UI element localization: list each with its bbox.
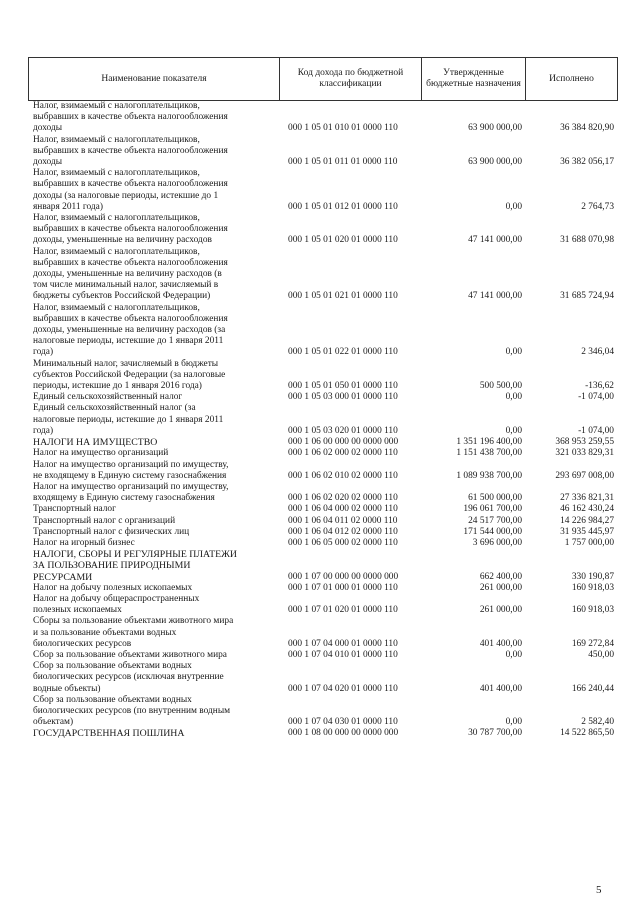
row-name: Единый сельскохозяйственный налог xyxy=(33,392,183,403)
row-name: Единый сельскохозяйственный налог (за налоговые периоды, истекшие до 1 января 2011 года) xyxy=(33,403,224,436)
row-plan: 63 900 000,00 xyxy=(468,123,522,134)
row-name: Сбор за пользование объектами водных биологических ресурсов (исключая внутренние водные объекты) xyxy=(33,661,224,694)
row-code: 000 1 06 02 010 02 0000 110 xyxy=(288,470,398,481)
row-name: Налог, взимаемый с налогоплательщиков, выбравших в качестве объекта налогообложения доходы xyxy=(33,101,228,134)
row-exec: 27 336 821,31 xyxy=(560,493,614,504)
table-row xyxy=(28,247,618,303)
row-name: Транспортный налог с физических лиц xyxy=(33,526,190,537)
row-name: Налог, взимаемый с налогоплательщиков, выбравших в качестве объекта налогообложения доходы, уменьшенные на величину расходов xyxy=(33,213,228,246)
row-plan: 1 089 938 700,00 xyxy=(456,470,522,481)
row-exec: 36 382 056,17 xyxy=(560,157,614,168)
row-name: Налог на имущество организаций по имуществу, входящему в Единую систему газоснабжения xyxy=(33,481,229,504)
row-code: 000 1 05 01 022 01 0000 110 xyxy=(288,347,398,358)
table-row xyxy=(28,135,618,169)
row-exec: 2 582,40 xyxy=(581,717,614,728)
table-row xyxy=(28,549,618,583)
row-exec: -1 074,00 xyxy=(578,392,614,403)
row-plan: 1 151 438 700,00 xyxy=(456,448,522,459)
row-code: 000 1 05 01 050 01 0000 110 xyxy=(288,381,398,392)
row-name: Сбор за пользование объектами водных биологических ресурсов (по внутренним водным объектам) xyxy=(33,694,231,728)
row-exec: 160 918,03 xyxy=(571,605,614,616)
row-code: 000 1 05 01 011 01 0000 110 xyxy=(288,157,398,168)
row-code: 000 1 06 04 011 02 0000 110 xyxy=(288,515,398,526)
row-exec: 36 384 820,90 xyxy=(560,123,614,134)
row-plan: 3 696 000,00 xyxy=(472,537,522,548)
row-plan: 261 000,00 xyxy=(479,582,522,593)
row-plan: 0,00 xyxy=(505,201,522,212)
table-row xyxy=(28,650,618,661)
row-exec: 330 190,87 xyxy=(571,571,614,582)
row-code: 000 1 05 01 020 01 0000 110 xyxy=(288,235,398,246)
row-code: 000 1 05 03 020 01 0000 110 xyxy=(288,425,398,436)
row-code: 000 1 07 04 030 01 0000 110 xyxy=(288,717,398,728)
header-plan: Утвержденные бюджетные назначения xyxy=(421,58,525,100)
table-row xyxy=(28,504,618,515)
row-plan: 24 517 700,00 xyxy=(468,515,522,526)
row-plan: 0,00 xyxy=(505,425,522,436)
table-row xyxy=(28,448,618,459)
row-plan: 0,00 xyxy=(505,649,522,660)
row-plan: 261 000,00 xyxy=(479,605,522,616)
row-name: Транспортный налог xyxy=(33,504,116,515)
row-name: Налог, взимаемый с налогоплательщиков, выбравших в качестве объекта налогообложения доходы, уменьшенные на величину расходов (в том числе минимальный налог, зачисляемый в бюджеты субъектов Российской Федерации) xyxy=(33,246,228,302)
row-plan: 500 500,00 xyxy=(479,381,522,392)
row-exec: 321 033 829,31 xyxy=(555,448,614,459)
row-name: Налог, взимаемый с налогоплательщиков, выбравших в качестве объекта налогообложения доходы (за налоговые периоды, истекшие до 1 января 2011 года) xyxy=(33,168,228,212)
row-plan: 196 061 700,00 xyxy=(463,504,522,515)
page-number: 5 xyxy=(596,884,602,896)
table-row xyxy=(28,213,618,247)
table-row xyxy=(28,527,618,538)
header-name: Наименование показателя xyxy=(101,73,207,84)
row-exec: 31 935 445,97 xyxy=(560,526,614,537)
row-code: 000 1 07 04 020 01 0000 110 xyxy=(288,683,398,694)
row-name: ГОСУДАРСТВЕННАЯ ПОШЛИНА xyxy=(33,728,185,740)
row-name: Налог на имущество организаций xyxy=(33,448,169,459)
row-plan: 0,00 xyxy=(505,717,522,728)
row-exec: 169 272,84 xyxy=(571,638,614,649)
row-plan: 0,00 xyxy=(505,347,522,358)
row-exec: 46 162 430,24 xyxy=(560,504,614,515)
row-code: 000 1 06 04 012 02 0000 110 xyxy=(288,526,398,537)
row-exec: -1 074,00 xyxy=(578,425,614,436)
row-exec: 1 757 000,00 xyxy=(564,537,614,548)
table-row xyxy=(28,516,618,527)
row-name: Налог на игорный бизнес xyxy=(33,537,135,548)
row-code: 000 1 05 03 000 01 0000 110 xyxy=(288,392,398,403)
row-exec: 31 685 724,94 xyxy=(560,291,614,302)
row-code: 000 1 05 01 012 01 0000 110 xyxy=(288,201,398,212)
row-code: 000 1 05 01 010 01 0000 110 xyxy=(288,123,398,134)
row-name: НАЛОГИ НА ИМУЩЕСТВО xyxy=(33,437,158,449)
header-code: Код дохода по бюджетной классификации xyxy=(279,58,421,100)
row-code: 000 1 07 01 020 01 0000 110 xyxy=(288,605,398,616)
row-code: 000 1 06 05 000 02 0000 110 xyxy=(288,537,398,548)
table-row xyxy=(28,594,618,616)
table-header xyxy=(28,57,618,101)
table-row xyxy=(28,168,618,213)
header-exec: Исполнено xyxy=(525,58,617,100)
row-code: 000 1 07 04 000 01 0000 110 xyxy=(288,638,398,649)
row-code: 000 1 06 02 020 02 0000 110 xyxy=(288,493,398,504)
row-code: 000 1 07 04 010 01 0000 110 xyxy=(288,649,398,660)
row-exec: 450,00 xyxy=(588,649,614,660)
row-plan: 63 900 000,00 xyxy=(468,157,522,168)
row-exec: 31 688 070,98 xyxy=(560,235,614,246)
table-row xyxy=(28,695,618,729)
row-exec: 160 918,03 xyxy=(571,582,614,593)
row-exec: 2 764,73 xyxy=(581,201,614,212)
row-code: 000 1 06 02 000 02 0000 110 xyxy=(288,448,398,459)
row-plan: 0,00 xyxy=(505,392,522,403)
row-plan: 47 141 000,00 xyxy=(468,291,522,302)
row-code: 000 1 06 04 000 02 0000 110 xyxy=(288,504,398,515)
table-row xyxy=(28,403,618,437)
row-plan: 401 400,00 xyxy=(479,638,522,649)
table-row xyxy=(28,583,618,594)
row-name: Сборы за пользование объектами животного мира и за пользование объектами водных биологических ресурсов xyxy=(33,616,234,649)
table-row xyxy=(28,616,618,650)
row-code: 000 1 05 01 021 01 0000 110 xyxy=(288,291,398,302)
row-exec: 166 240,44 xyxy=(571,683,614,694)
table-row xyxy=(28,482,618,504)
row-code: 000 1 07 01 000 01 0000 110 xyxy=(288,582,398,593)
row-exec: 2 346,04 xyxy=(581,347,614,358)
row-exec: 293 697 008,00 xyxy=(555,470,614,481)
table-row xyxy=(28,392,618,403)
row-name: Налог на добычу общераспространенных полезных ископаемых xyxy=(33,593,200,616)
row-name: Сбор за пользование объектами животного мира xyxy=(33,649,227,660)
row-plan: 662 400,00 xyxy=(479,571,522,582)
table-row xyxy=(28,359,618,393)
row-name: Налог, взимаемый с налогоплательщиков, выбравших в качестве объекта налогообложения доходы xyxy=(33,134,228,168)
row-plan: 171 544 000,00 xyxy=(463,526,522,537)
row-plan: 401 400,00 xyxy=(479,683,522,694)
row-name: Налог на добычу полезных ископаемых xyxy=(33,582,193,593)
row-name: НАЛОГИ, СБОРЫ И РЕГУЛЯРНЫЕ ПЛАТЕЖИ ЗА ПОЛЬЗОВАНИЕ ПРИРОДНЫМИ РЕСУРСАМИ xyxy=(33,549,238,583)
row-plan: 61 500 000,00 xyxy=(468,493,522,504)
table-row xyxy=(28,437,618,448)
row-plan: 1 351 196 400,00 xyxy=(456,437,522,448)
table-row xyxy=(28,303,618,359)
row-code: 000 1 06 00 000 00 0000 000 xyxy=(288,437,399,448)
row-exec: 368 953 259,55 xyxy=(555,437,614,448)
row-code: 000 1 08 00 000 00 0000 000 xyxy=(288,728,399,739)
table-row xyxy=(28,538,618,549)
row-name: Налог на имущество организаций по имуществу, не входящему в Единую систему газоснабжения xyxy=(33,459,229,481)
row-code: 000 1 07 00 000 00 0000 000 xyxy=(288,571,399,582)
row-exec: 14 522 865,50 xyxy=(560,728,614,739)
row-plan: 30 787 700,00 xyxy=(468,728,522,739)
row-exec: -136,62 xyxy=(585,381,614,392)
table-row xyxy=(28,661,618,695)
table-row xyxy=(28,460,618,482)
row-exec: 14 226 984,27 xyxy=(560,515,614,526)
table-row xyxy=(28,728,618,739)
table-row xyxy=(28,101,618,135)
row-name: Налог, взимаемый с налогоплательщиков, выбравших в качестве объекта налогообложения доходы, уменьшенные на величину расходов (за налоговые периоды, истекшие до 1 января 2011 года) xyxy=(33,302,228,358)
row-plan: 47 141 000,00 xyxy=(468,235,522,246)
table-body xyxy=(28,101,618,740)
row-name: Минимальный налог, зачисляемый в бюджеты субъектов Российской Федерации (за налоговые периоды, истекшие до 1 января 2016 года) xyxy=(33,358,226,392)
row-name: Транспортный налог с организаций xyxy=(33,515,176,526)
